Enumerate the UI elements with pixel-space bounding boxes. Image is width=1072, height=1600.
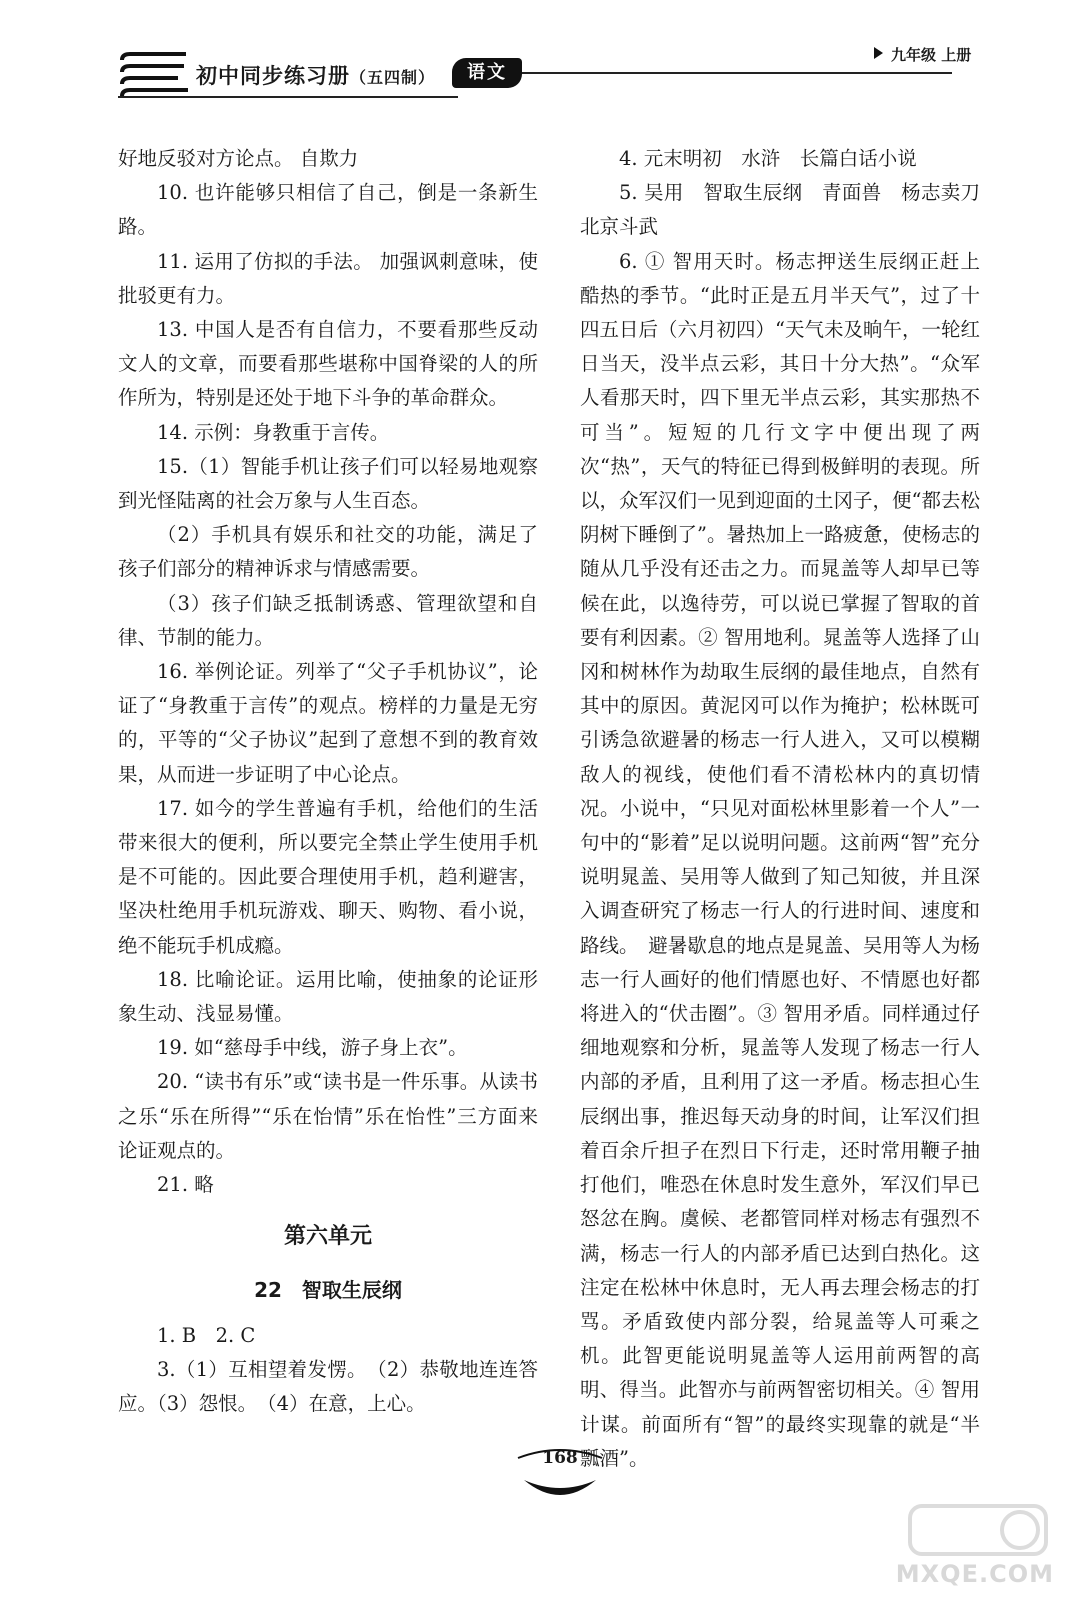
play-triangle-icon — [874, 47, 883, 59]
answer-paragraph: 4. 元末明初 水浒 长篇白话小说 — [619, 147, 917, 170]
answer-list-left — [118, 142, 538, 1202]
answer-paragraph: 13. 中国人是否有自信力，不要看那些反动文人的文章，而要看那些堪称中国脊梁的人的所作所为，特别是还处于地下斗争的革命群众。 — [118, 318, 538, 410]
header-rule-lower — [118, 96, 458, 98]
answer-paragraph: 16. 举例论证。列举了“父子手机协议”，论证了“身教重于言传”的观点。榜样的力量是无穷的，平等的“父子协议”起到了意想不到的教育效果，从而进一步证明了中心论点。 — [118, 660, 538, 786]
header-rule — [522, 72, 952, 74]
right-column — [580, 142, 1000, 1476]
book-logo-icon — [118, 52, 190, 98]
watermark-url: MXQE.COM — [895, 1560, 1054, 1588]
answer-paragraph: 好地反驳对方论点。 自欺力 — [118, 147, 359, 170]
answer-paragraph: 5. 吴用 智取生辰纲 青面兽 杨志卖刀 北京斗武 — [580, 181, 1000, 239]
answer-paragraph: 10. 也许能够只相信了自己，倒是一条新生路。 — [118, 181, 538, 239]
page-header — [0, 0, 1072, 110]
answer-paragraph: 3.（1）互相望着发愣。 （2）恭敬地连连答应。（3）怨恨。 （4）在意，上心。 — [118, 1357, 538, 1416]
answer-paragraph: 6. ① 智用天时。杨志押送生辰纲正赶上酷热的季节。“此时正是五月半天气”，过了十四五日后（六月初四）“天气未及晌午，一轮红日当天，没半点云彩，其日十分大热”。“众军人看那天时，四下里无半点云彩，其实那热不可当”。短短的几行文字中便出现了两次“热”，天气的特征已得到极鲜明的表现。所以，众军汉们一见到迎面的土冈子，便“都去松阴树下睡倒了”。暑热加上一路疲惫，使杨志的随从几乎没有还击之力。而晁盖等人却早已等候在此，以逸待劳，可以说已掌握了智取的首要有利因素。② 智用地利。晁盖等人选择了山冈和树林作为劫取生辰纲的最佳地点，自然有其中的原因。黄泥冈可以作为掩护；松林既可引诱急欲避暑的杨志一行人进入，又可以模糊敌人的视线，使他们看不清松林内的真切情况。小说中，“只见对面松林里影着一个人”一句中的“影着”足以说明问题。这前两“智”充分说明晁盖、吴用等人做到了知己知彼，并且深入调查研究了杨志一行人的行进时间、速度和路线。 避暑歇息的地点是晁盖、吴用等人为杨志一行人画好的他们情愿也好、不情愿也好都将进入的“伏击圈”。③ 智用矛盾。同样通过仔细地观察和分析，晁盖等人发现了杨志一行人内部的矛盾，且利用了这一矛盾。杨志担心生辰纲出事，推迟每天动身的时间，让军汉们担着百余斤担子在烈日下行走，还时常用鞭子抽打他们，唯恐在休息时发生意外，军汉们早已怒忿在胸。虞候、老都管同样对杨志有强烈不满，杨志一行人的内部矛盾已达到白热化。这注定在松林中休息时，无人再去理会杨志的打骂。矛盾致使内部分裂，给晁盖等人可乘之机。此智更能说明晁盖等人运用前两智的高明、得当。此智亦与前两智密切相关。④ 智用计谋。前面所有“智”的最终实现靠的就是“半瓢酒”。 — [580, 249, 980, 1470]
page-number: 168 — [542, 1448, 578, 1468]
subject-badge: 语文 — [452, 58, 522, 88]
book-title: 初中同步练习册（五四制） — [196, 63, 436, 88]
answer-list-lesson — [118, 1319, 538, 1422]
answer-paragraph: 1. B 2. C — [157, 1323, 256, 1347]
answer-paragraph: 17. 如今的学生普遍有手机，给他们的生活带来很大的便利，所以要完全禁止学生使用手机是不可能的。因此要合理使用手机，趋利避害，坚决杜绝用手机玩游戏、聊天、购物、看小说，绝不能玩手机成瘾。 — [118, 796, 538, 957]
answer-paragraph: 14. 示例：身教重于言传。 — [157, 420, 390, 444]
page-number-ornament — [510, 1440, 610, 1520]
answer-paragraph: 21. 略 — [157, 1173, 214, 1197]
left-column — [118, 142, 538, 1421]
lesson-title: 22 智取生辰纲 — [254, 1277, 402, 1302]
answer-paragraph: 18. 比喻论证。运用比喻，使抽象的论证形象生动、浅显易懂。 — [118, 967, 538, 1026]
answer-paragraph: 11. 运用了仿拟的手法。 加强讽刺意味，使批驳更有力。 — [118, 249, 538, 307]
answer-paragraph: 20. “读书有乐”或“读书是一件乐事。从读书之乐“乐在所得”“乐在怡情”乐在怡性”三方面来论证观点的。 — [118, 1070, 538, 1162]
answer-list-right — [580, 142, 1000, 1476]
answer-paragraph: （2）手机具有娱乐和社交的功能，满足了孩子们部分的精神诉求与情感需要。 — [118, 523, 538, 581]
grade-label: 九年级 上册 — [874, 44, 971, 65]
watermark-logo-icon — [908, 1500, 1048, 1558]
watermark — [880, 1500, 1060, 1590]
answer-paragraph: （3）孩子们缺乏抵制诱惑、管理欲望和自律、节制的能力。 — [118, 591, 538, 649]
answer-paragraph: 19. 如“慈母手中线，游子身上衣”。 — [157, 1036, 468, 1060]
answer-paragraph: 15.（1）智能手机让孩子们可以轻易地观察到光怪陆离的社会万象与人生百态。 — [118, 454, 538, 513]
unit-title: 第六单元 — [283, 1224, 372, 1250]
